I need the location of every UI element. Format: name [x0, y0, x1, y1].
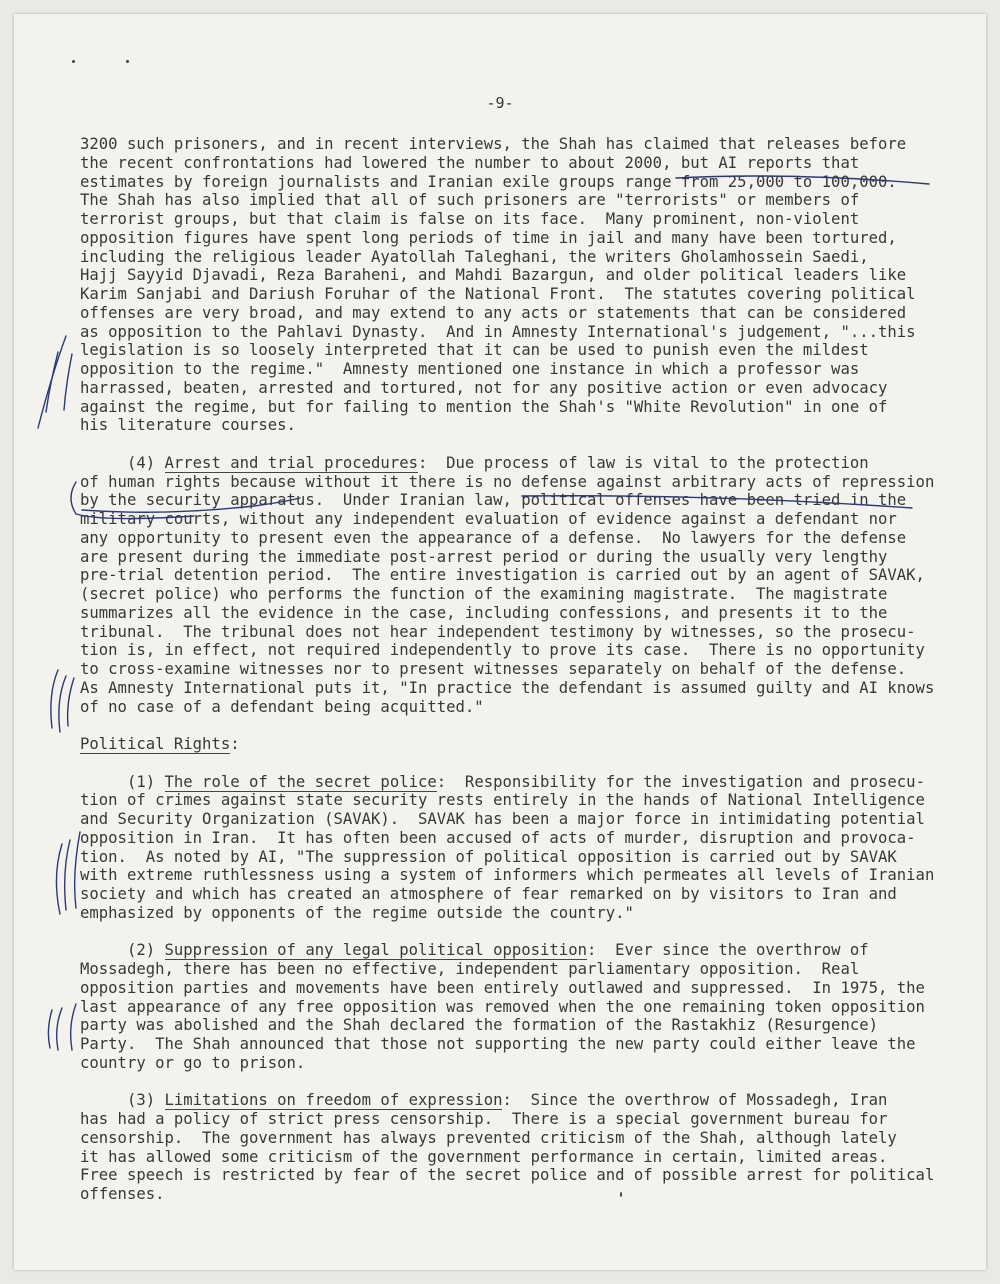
- pen-margin-mark: [57, 1008, 62, 1050]
- text-line: tion. As noted by AI, "The suppression of political opposition is carried out by SAVAK: [80, 847, 897, 866]
- text-line: : Ever since the overthrow of: [586, 941, 869, 960]
- text-line: Hajj Sayyid Djavadi, Reza Baraheni, and Mahdi Bazargun, and older political leaders like: [80, 266, 907, 285]
- text-line: The Shah has also implied that all of such prisoners are "terrorists" or members of: [80, 191, 860, 210]
- section-heading: Arrest and trial procedures: [164, 453, 418, 472]
- section-heading: The role of the secret police: [164, 772, 437, 791]
- text-line: his literature courses.: [80, 416, 296, 435]
- text-line: party was abolished and the Shah declared the formation of the Rastakhiz (Resurgence): [80, 1016, 878, 1035]
- section-heading-line: [80, 454, 960, 473]
- text-line: pre-trial detention period. The entire investigation is carried out by an agent of SAVAK,: [80, 566, 925, 585]
- text-line: to cross-examine witnesses nor to present witnesses separately on behalf of the defense.: [80, 660, 907, 678]
- text-line: (secret police) who performs the function of the examining magistrate. The magistrate: [80, 585, 888, 603]
- pen-margin-mark: [64, 354, 72, 410]
- text-line: as opposition to the Pahlavi Dynasty. And in Amnesty International's judgement, "...this: [80, 322, 916, 341]
- paragraph-prisoners: [80, 135, 960, 435]
- heading-number: (1): [80, 772, 165, 791]
- text-line: are present during the immediate post-arrest period or during the usually very lengthy: [80, 547, 888, 566]
- stray-mark: [72, 60, 75, 63]
- paragraph-suppression: [80, 941, 960, 1072]
- pen-margin-mark: [51, 670, 58, 728]
- stray-mark: [126, 60, 129, 63]
- pen-margin-mark: [56, 844, 62, 914]
- text-line: society and which has created an atmosphere of fear remarked on by visitors to Iran and: [80, 885, 897, 903]
- text-line: the recent confrontations had lowered the number to about 2000, but AI reports that: [80, 153, 860, 172]
- text-line: any opportunity to present even the appearance of a defense. No lawyers for the defense: [80, 528, 907, 547]
- text-line: As Amnesty International puts it, "In practice the defendant is assumed guilty and AI knows: [80, 678, 935, 697]
- paragraph-expression: [80, 1091, 960, 1204]
- pen-margin-mark: [71, 1004, 76, 1050]
- paragraph-political-rights: [80, 735, 960, 754]
- section-heading-line: [80, 773, 960, 792]
- text-line: estimates by foreign journalists and Iranian exile groups range from 25,000 to 100,000.: [80, 172, 897, 191]
- text-line: Party. The Shah announced that those not supporting the new party could either leave the: [80, 1035, 916, 1053]
- pen-margin-mark: [59, 676, 66, 732]
- text-line: opposition to the regime." Amnesty mentioned one instance in which a professor was: [80, 360, 860, 378]
- text-line: with extreme ruthlessness using a system of informers which permeates all levels of Iranian: [80, 866, 935, 885]
- pen-margin-mark: [68, 678, 74, 726]
- text-line: opposition figures have spent long periods of time in jail and many have been tortured,: [80, 228, 897, 247]
- text-line: and Security Organization (SAVAK). SAVAK has been a major force in intimidating potential: [80, 810, 925, 828]
- pen-margin-mark: [38, 336, 66, 428]
- section-heading-line: [80, 735, 960, 754]
- text-line: Mossadegh, there has been no effective, independent parliamentary opposition. Real: [80, 960, 860, 978]
- text-line: by the security apparatus. Under Iranian law, political offenses have been tried in the: [80, 491, 907, 510]
- page-number: -9-: [486, 94, 514, 112]
- text-line: censorship. The government has always prevented criticism of the Shah, although lately: [80, 1128, 897, 1147]
- text-line: 3200 such prisoners, and in recent interviews, the Shah has claimed that releases before: [80, 135, 907, 153]
- text-line: summarizes all the evidence in the case, including confessions, and presents it to the: [80, 603, 888, 622]
- pen-margin-mark: [65, 840, 70, 910]
- heading-number: (4): [80, 453, 165, 472]
- text-line: Free speech is restricted by fear of the secret police and of possible arrest for political: [80, 1166, 935, 1185]
- heading-number: (3): [80, 1091, 165, 1110]
- text-line: terrorist groups, but that claim is false on its face. Many prominent, non-violent: [80, 210, 860, 228]
- text-line: tion of crimes against state security rests entirely in the hands of National Intelligence: [80, 791, 925, 810]
- pen-margin-mark: [46, 352, 58, 412]
- text-line: last appearance of any free opposition was removed when the one remaining token opposition: [80, 997, 925, 1016]
- text-line: offenses.: [80, 1185, 165, 1203]
- text-line: it has allowed some criticism of the government performance in certain, limited areas.: [80, 1147, 888, 1166]
- paragraph-arrest-trial: [80, 454, 960, 717]
- text-line: legislation is so loosely interpreted that it can be used to punish even the mildest: [80, 341, 869, 360]
- text-line: harrassed, beaten, arrested and tortured, not for any positive action or even advocacy: [80, 378, 888, 397]
- section-heading: Suppression of any legal political opposition: [164, 941, 587, 960]
- text-line: military courts, without any independent evaluation of evidence against a defendant nor: [80, 510, 897, 528]
- section-heading: Political Rights: [80, 735, 231, 753]
- document-body: [80, 135, 960, 1204]
- heading-number: (2): [80, 941, 165, 960]
- text-line: opposition in Iran. It has often been accused of acts of murder, disruption and provoca-: [80, 828, 916, 847]
- text-line: : Since the overthrow of Mossadegh, Iran: [502, 1091, 888, 1110]
- text-line: : Responsibility for the investigation and prosecu-: [436, 772, 925, 791]
- text-line: Karim Sanjabi and Dariush Foruhar of the National Front. The statutes covering political: [80, 285, 916, 303]
- text-line: emphasized by opponents of the regime outside the country.": [80, 903, 634, 922]
- text-line: of no case of a defendant being acquitted.": [80, 697, 484, 716]
- text-line: of human rights because without it there is no defense against arbitrary acts of repression: [80, 472, 935, 491]
- text-line: has had a policy of strict press censorship. There is a special government bureau for: [80, 1110, 888, 1128]
- text-line: opposition parties and movements have been entirely outlawed and suppressed. In 1975, the: [80, 978, 925, 997]
- document-page: [14, 14, 986, 1270]
- text-line: country or go to prison.: [80, 1053, 306, 1072]
- text-line: including the religious leader Ayatollah Taleghani, the writers Gholamhossein Saedi,: [80, 247, 869, 266]
- pen-margin-mark: [48, 1010, 52, 1048]
- text-line: against the regime, but for failing to mention the Shah's "White Revolution" in one of: [80, 397, 888, 416]
- text-line: offenses are very broad, and may extend to any acts or statements that can be considered: [80, 303, 907, 322]
- text-line: tion is, in effect, not required independently to prove its case. There is no opportunity: [80, 641, 925, 660]
- section-heading-line: [80, 1091, 960, 1110]
- paragraph-secret-police: [80, 773, 960, 923]
- heading-colon: :: [230, 735, 240, 753]
- text-line: tribunal. The tribunal does not hear independent testimony by witnesses, so the prosecu-: [80, 622, 916, 641]
- section-heading-line: [80, 941, 960, 960]
- section-heading: Limitations on freedom of expression: [164, 1091, 503, 1110]
- text-line: : Due process of law is vital to the protection: [417, 453, 869, 472]
